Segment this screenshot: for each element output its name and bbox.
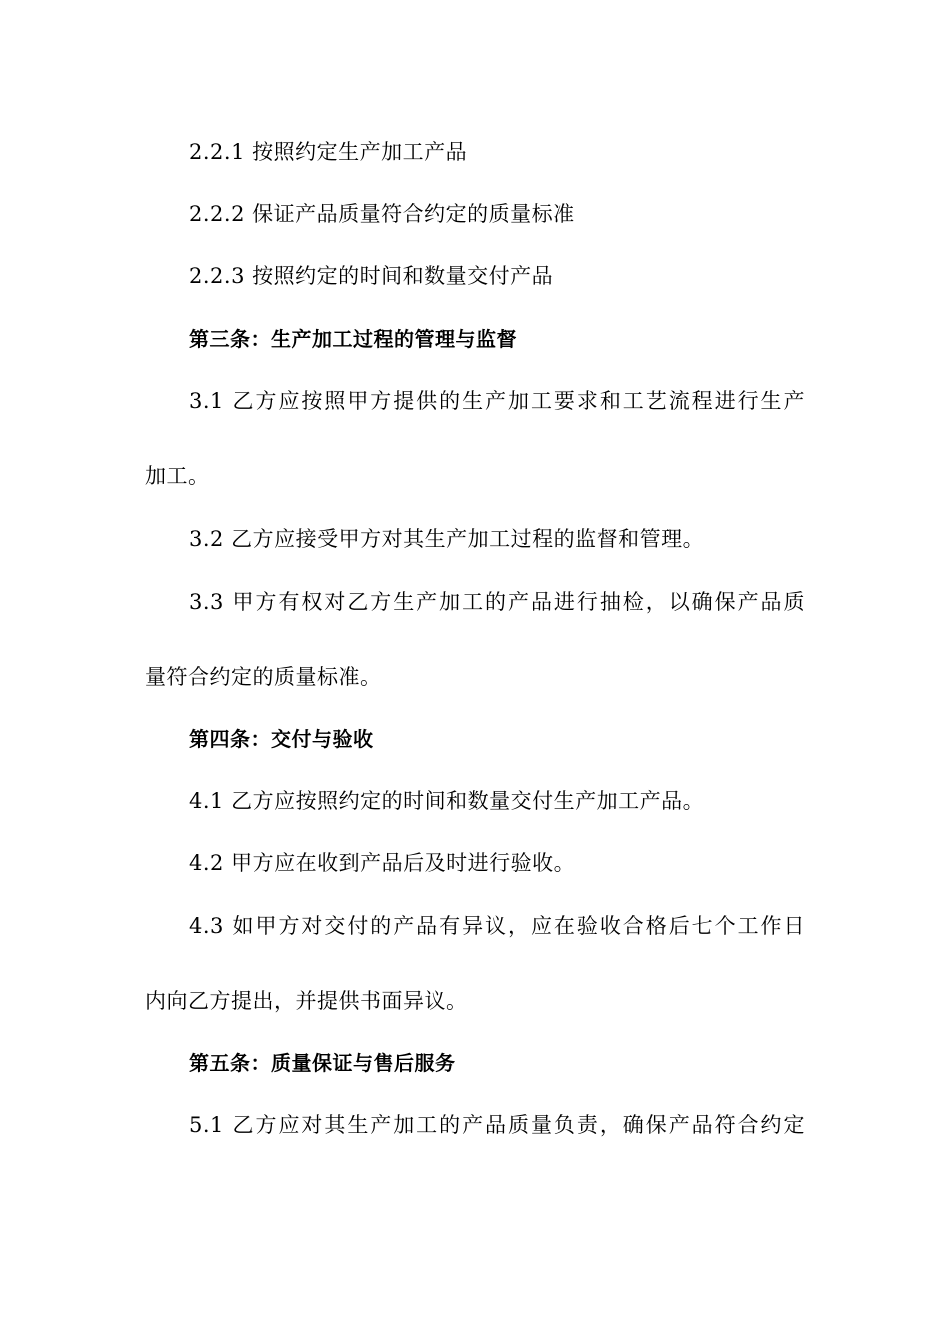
paragraph-4-2: 4.2 甲方应在收到产品后及时进行验收。	[189, 851, 576, 875]
section-heading-article-3: 第三条：生产加工过程的管理与监督	[189, 327, 517, 351]
paragraph-2-2-3: 2.2.3 按照约定的时间和数量交付产品	[189, 264, 554, 288]
paragraph-4-1: 4.1 乙方应按照约定的时间和数量交付生产加工产品。	[189, 789, 705, 813]
paragraph-5-1: 5.1 乙方应对其生产加工的产品质量负责，确保产品符合约定	[189, 1113, 805, 1137]
paragraph-4-3-continuation: 内向乙方提出，并提供书面异议。	[145, 989, 468, 1013]
paragraph-3-2: 3.2 乙方应接受甲方对其生产加工过程的监督和管理。	[189, 527, 705, 551]
paragraph-2-2-2: 2.2.2 保证产品质量符合约定的质量标准	[189, 202, 575, 226]
paragraph-3-3-continuation: 量符合约定的质量标准。	[145, 665, 382, 689]
paragraph-4-3: 4.3 如甲方对交付的产品有异议，应在验收合格后七个工作日	[189, 914, 805, 938]
paragraph-3-1: 3.1 乙方应按照甲方提供的生产加工要求和工艺流程进行生产	[189, 389, 805, 413]
paragraph-2-2-1: 2.2.1 按照约定生产加工产品	[189, 140, 468, 164]
section-heading-article-4: 第四条：交付与验收	[189, 727, 374, 751]
paragraph-3-1-continuation: 加工。	[145, 464, 210, 488]
paragraph-3-3: 3.3 甲方有权对乙方生产加工的产品进行抽检，以确保产品质	[189, 590, 805, 614]
section-heading-article-5: 第五条：质量保证与售后服务	[189, 1051, 456, 1075]
